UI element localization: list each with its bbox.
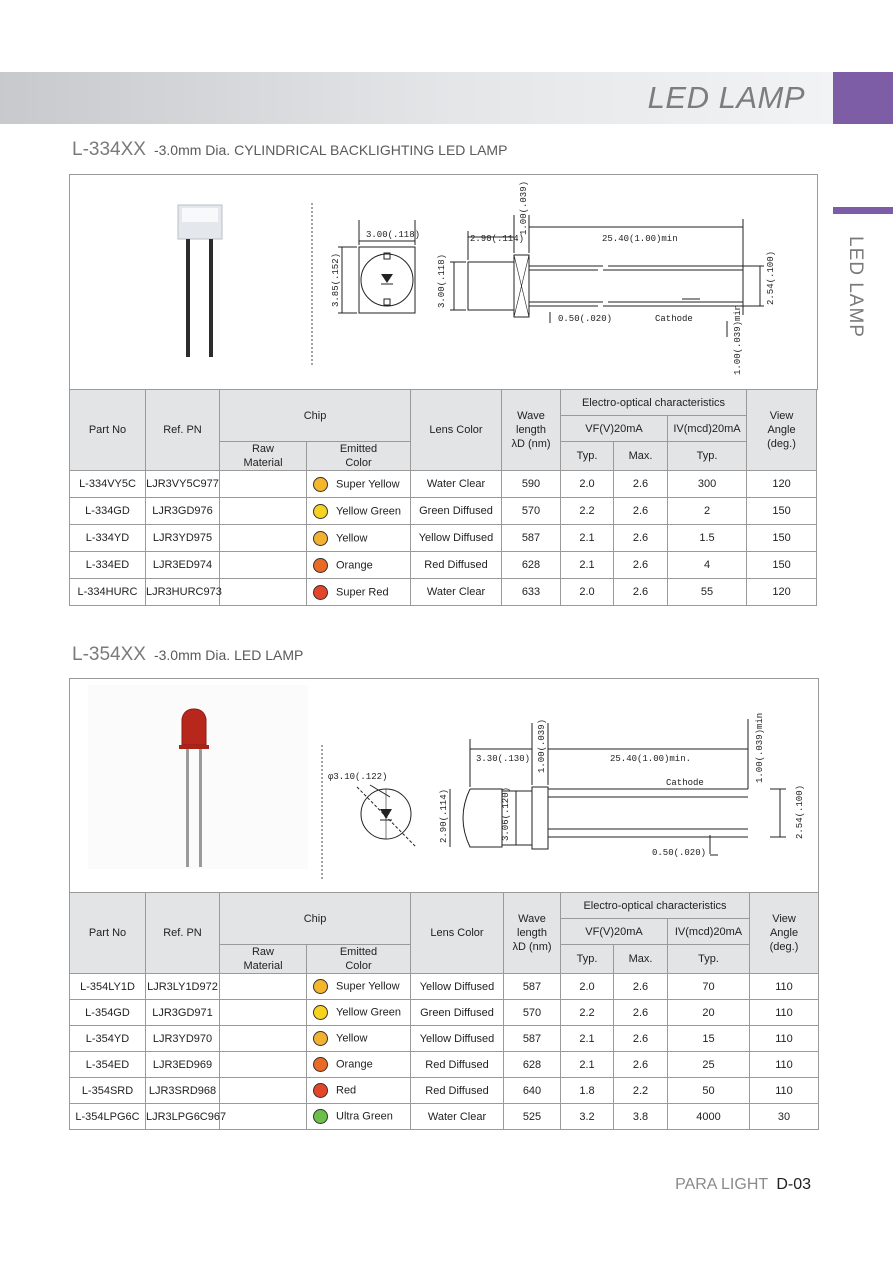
emitted-color-cell <box>307 498 411 525</box>
led-photo-round <box>88 685 308 869</box>
ref-pn-cell: LJR3GD976 <box>146 498 220 525</box>
emitted-color-label: Orange <box>336 1058 373 1071</box>
banner-title: LED LAMP <box>647 80 805 115</box>
dim-lead-length-2: 25.40(1.00)min. <box>610 754 692 764</box>
raw-material-cell <box>220 1078 307 1104</box>
part-no-cell: L-334VY5C <box>70 471 146 498</box>
emitted-color-cell <box>307 552 411 579</box>
th2-part-no: Part No <box>70 893 146 974</box>
lens-color-cell: Yellow Diffused <box>411 525 502 552</box>
front-view <box>331 220 420 313</box>
color-swatch-icon <box>313 531 328 546</box>
emitted-color-label: Yellow Green <box>336 504 402 517</box>
raw-material-cell <box>220 471 307 498</box>
raw-material-cell <box>220 525 307 552</box>
emitted-color-label: Yellow Green <box>336 1006 402 1019</box>
th2-iv: IV(mcd)20mA <box>668 919 750 945</box>
view-angle-cell: 110 <box>750 1026 819 1052</box>
color-swatch-icon <box>313 477 328 492</box>
front-view-round <box>328 772 416 847</box>
th-iv-typ: Typ. <box>668 442 747 471</box>
th-raw-material: Raw Material <box>220 442 307 471</box>
color-swatch-icon <box>313 504 328 519</box>
iv-typ-cell: 2 <box>668 498 747 525</box>
part-no-cell: L-354ED <box>70 1052 146 1078</box>
vf-max-cell: 2.6 <box>614 525 668 552</box>
raw-material-cell <box>220 974 307 1000</box>
th-wave-length: Wave length λD (nm) <box>502 390 561 471</box>
th2-vf: VF(V)20mA <box>561 919 668 945</box>
section1-desc: -3.0mm Dia. CYLINDRICAL BACKLIGHTING LED LAMP <box>153 142 508 158</box>
section1-drawing-svg <box>70 175 817 390</box>
dim-collar: 2.90(.114) <box>470 234 525 244</box>
vf-max-cell: 3.8 <box>614 1104 668 1130</box>
th-typ: Typ. <box>561 442 614 471</box>
th2-wave-length: Wave length λD (nm) <box>504 893 561 974</box>
emitted-color-cell <box>307 1026 411 1052</box>
section2-part: L-354XX <box>72 644 146 665</box>
part-no-cell: L-334GD <box>70 498 146 525</box>
cathode-label: Cathode <box>655 314 693 324</box>
part-no-cell: L-334YD <box>70 525 146 552</box>
header-banner <box>0 72 833 124</box>
table-row <box>70 1104 819 1130</box>
vf-typ-cell: 2.1 <box>561 552 614 579</box>
dim-lead-width-2: 0.50(.020) <box>652 848 707 858</box>
view-angle-cell: 110 <box>750 1052 819 1078</box>
wave-length-cell: 633 <box>502 579 561 606</box>
raw-material-cell <box>220 1052 307 1078</box>
view-angle-cell: 30 <box>750 1104 819 1130</box>
section2-drawing <box>69 678 819 893</box>
wave-length-cell: 570 <box>504 1000 561 1026</box>
emitted-color-cell <box>307 1052 411 1078</box>
th2-chip: Chip <box>220 893 411 945</box>
color-swatch-icon <box>313 558 328 573</box>
ref-pn-cell: LJR3ED974 <box>146 552 220 579</box>
vf-max-cell: 2.6 <box>614 471 668 498</box>
th-chip: Chip <box>220 390 411 442</box>
footer-brand: PARA LIGHT <box>675 1176 768 1193</box>
vf-typ-cell: 2.1 <box>561 1052 614 1078</box>
vf-typ-cell: 2.2 <box>561 498 614 525</box>
section1-spec-table <box>69 389 817 606</box>
vf-typ-cell: 2.0 <box>561 974 614 1000</box>
th2-typ: Typ. <box>561 945 614 974</box>
dim-lead-width: 0.50(.020) <box>558 314 613 324</box>
color-swatch-icon <box>313 1031 328 1046</box>
emitted-color-label: Super Yellow <box>336 477 400 490</box>
table-row <box>70 525 817 552</box>
emitted-color-label: Super Red <box>336 585 389 598</box>
vf-typ-cell: 2.0 <box>561 579 614 606</box>
raw-material-cell <box>220 1000 307 1026</box>
th-iv: IV(mcd)20mA <box>668 416 747 442</box>
iv-typ-cell: 70 <box>668 974 750 1000</box>
dim-height-left: 3.85(.152) <box>331 252 341 307</box>
table-row <box>70 1000 819 1026</box>
color-swatch-icon <box>313 1109 328 1124</box>
raw-material-cell <box>220 1026 307 1052</box>
th2-view-angle: View Angle (deg.) <box>750 893 819 974</box>
color-swatch-icon <box>313 979 328 994</box>
emitted-color-cell <box>307 1104 411 1130</box>
dim-width-top: 3.00(.118) <box>366 230 421 240</box>
iv-typ-cell: 4000 <box>668 1104 750 1130</box>
view-angle-cell: 110 <box>750 1078 819 1104</box>
th-electro: Electro-optical characteristics <box>561 390 747 416</box>
raw-material-cell <box>220 498 307 525</box>
th2-iv-typ: Typ. <box>668 945 750 974</box>
dim-lead-spacing: 2.54(.100) <box>766 250 776 305</box>
dim-min-2: 1.00(.039)min <box>755 712 765 783</box>
table-row <box>70 579 817 606</box>
section1-title <box>72 139 507 161</box>
emitted-color-label: Super Yellow <box>336 980 400 993</box>
table-row <box>70 471 817 498</box>
table-row <box>70 552 817 579</box>
vf-max-cell: 2.6 <box>614 498 668 525</box>
th-emitted-color: Emitted Color <box>307 442 411 471</box>
iv-typ-cell: 50 <box>668 1078 750 1104</box>
view-angle-cell: 150 <box>747 525 817 552</box>
vf-max-cell: 2.6 <box>614 552 668 579</box>
section2-drawing-svg <box>70 679 818 893</box>
iv-typ-cell: 20 <box>668 1000 750 1026</box>
wave-length-cell: 587 <box>504 1026 561 1052</box>
part-no-cell: L-354LY1D <box>70 974 146 1000</box>
dim-lead-spacing-2: 2.54(.100) <box>795 784 805 839</box>
emitted-color-cell <box>307 525 411 552</box>
color-swatch-icon <box>313 1083 328 1098</box>
vf-max-cell: 2.2 <box>614 1078 668 1104</box>
dim-flange-2: 1.00(.039) <box>537 718 547 773</box>
emitted-color-label: Orange <box>336 558 373 571</box>
iv-typ-cell: 15 <box>668 1026 750 1052</box>
vf-max-cell: 2.6 <box>614 579 668 606</box>
color-swatch-icon <box>313 1057 328 1072</box>
section2-spec-table <box>69 892 819 1130</box>
th-max: Max. <box>614 442 668 471</box>
th2-max: Max. <box>614 945 668 974</box>
raw-material-cell <box>220 579 307 606</box>
ref-pn-cell: LJR3LY1D972 <box>146 974 220 1000</box>
wave-length-cell: 628 <box>504 1052 561 1078</box>
banner-accent-block <box>833 72 893 124</box>
iv-typ-cell: 55 <box>668 579 747 606</box>
emitted-color-cell <box>307 471 411 498</box>
lens-color-cell: Water Clear <box>411 1104 504 1130</box>
iv-typ-cell: 25 <box>668 1052 750 1078</box>
dim-collar-2: 3.30(.130) <box>476 754 531 764</box>
section2-desc: -3.0mm Dia. LED LAMP <box>153 647 304 663</box>
part-no-cell: L-334HURC <box>70 579 146 606</box>
vf-typ-cell: 2.1 <box>561 1026 614 1052</box>
th2-lens-color: Lens Color <box>411 893 504 974</box>
side-view <box>437 181 776 375</box>
footer-page-number: D-03 <box>776 1176 811 1193</box>
side-view-round <box>439 713 805 858</box>
emitted-color-label: Yellow <box>336 1032 368 1045</box>
iv-typ-cell: 1.5 <box>668 525 747 552</box>
th-ref-pn: Ref. PN <box>146 390 220 471</box>
wave-length-cell: 587 <box>502 525 561 552</box>
dim-lead-length: 25.40(1.00)min <box>602 234 678 244</box>
emitted-color-cell <box>307 1000 411 1026</box>
th2-ref-pn: Ref. PN <box>146 893 220 974</box>
section2-title <box>72 644 303 666</box>
vf-typ-cell: 3.2 <box>561 1104 614 1130</box>
th-lens-color: Lens Color <box>411 390 502 471</box>
wave-length-cell: 587 <box>504 974 561 1000</box>
vf-typ-cell: 2.1 <box>561 525 614 552</box>
ref-pn-cell: LJR3ED969 <box>146 1052 220 1078</box>
th-part-no: Part No <box>70 390 146 471</box>
wave-length-cell: 570 <box>502 498 561 525</box>
emitted-color-label: Yellow <box>336 531 368 544</box>
view-angle-cell: 110 <box>750 974 819 1000</box>
iv-typ-cell: 300 <box>668 471 747 498</box>
ref-pn-cell: LJR3VY5C977 <box>146 471 220 498</box>
th-view-angle: View Angle (deg.) <box>747 390 817 471</box>
view-angle-cell: 110 <box>750 1000 819 1026</box>
lens-color-cell: Yellow Diffused <box>411 1026 504 1052</box>
emitted-color-cell <box>307 1078 411 1104</box>
side-label: LED LAMP <box>845 236 866 338</box>
dim-body-height: 3.00(.118) <box>437 253 447 308</box>
raw-material-cell <box>220 552 307 579</box>
lens-color-cell: Water Clear <box>411 471 502 498</box>
dim-body-2: 2.90(.114) <box>439 788 449 843</box>
wave-length-cell: 525 <box>504 1104 561 1130</box>
emitted-color-cell <box>307 974 411 1000</box>
vf-max-cell: 2.6 <box>614 1052 668 1078</box>
table-row <box>70 1052 819 1078</box>
emitted-color-label: Red <box>336 1084 357 1097</box>
view-angle-cell: 150 <box>747 552 817 579</box>
ref-pn-cell: LJR3GD971 <box>146 1000 220 1026</box>
lens-color-cell: Green Diffused <box>411 498 502 525</box>
footer <box>675 1176 811 1194</box>
th2-emitted-color: Emitted Color <box>307 945 411 974</box>
vf-typ-cell: 2.2 <box>561 1000 614 1026</box>
view-angle-cell: 120 <box>747 471 817 498</box>
part-no-cell: L-354SRD <box>70 1078 146 1104</box>
cathode-label-2: Cathode <box>666 778 704 788</box>
th-vf: VF(V)20mA <box>561 416 668 442</box>
table-row <box>70 1026 819 1052</box>
side-accent-bar <box>833 207 893 214</box>
lens-color-cell: Red Diffused <box>411 1078 504 1104</box>
ref-pn-cell: LJR3HURC973 <box>146 579 220 606</box>
iv-typ-cell: 4 <box>668 552 747 579</box>
emitted-color-cell <box>307 579 411 606</box>
table-row <box>70 974 819 1000</box>
lens-color-cell: Yellow Diffused <box>411 974 504 1000</box>
view-angle-cell: 120 <box>747 579 817 606</box>
emitted-color-label: Ultra Green <box>336 1110 393 1123</box>
table-row <box>70 498 817 525</box>
dim-flange: 1.00(.039) <box>519 180 529 235</box>
color-swatch-icon <box>313 1005 328 1020</box>
vf-max-cell: 2.6 <box>614 1026 668 1052</box>
lens-color-cell: Green Diffused <box>411 1000 504 1026</box>
wave-length-cell: 640 <box>504 1078 561 1104</box>
vf-typ-cell: 2.0 <box>561 471 614 498</box>
wave-length-cell: 628 <box>502 552 561 579</box>
vf-max-cell: 2.6 <box>614 974 668 1000</box>
th2-electro: Electro-optical characteristics <box>561 893 750 919</box>
led-photo-cylindrical <box>178 205 222 357</box>
table-row <box>70 1078 819 1104</box>
part-no-cell: L-354GD <box>70 1000 146 1026</box>
vf-typ-cell: 1.8 <box>561 1078 614 1104</box>
part-no-cell: L-334ED <box>70 552 146 579</box>
lens-color-cell: Red Diffused <box>411 1052 504 1078</box>
color-swatch-icon <box>313 585 328 600</box>
dim-diameter: φ3.10(.122) <box>328 772 388 782</box>
ref-pn-cell: LJR3SRD968 <box>146 1078 220 1104</box>
lens-color-cell: Water Clear <box>411 579 502 606</box>
lens-color-cell: Red Diffused <box>411 552 502 579</box>
ref-pn-cell: LJR3YD970 <box>146 1026 220 1052</box>
section1-part: L-334XX <box>72 139 146 160</box>
part-no-cell: L-354YD <box>70 1026 146 1052</box>
vf-max-cell: 2.6 <box>614 1000 668 1026</box>
part-no-cell: L-354LPG6C <box>70 1104 146 1130</box>
dim-flange-h-2: 3.06(.120) <box>501 786 511 841</box>
raw-material-cell <box>220 1104 307 1130</box>
ref-pn-cell: LJR3YD975 <box>146 525 220 552</box>
dim-min: 1.00(.039)min <box>733 304 743 375</box>
ref-pn-cell: LJR3LPG6C967 <box>146 1104 220 1130</box>
wave-length-cell: 590 <box>502 471 561 498</box>
view-angle-cell: 150 <box>747 498 817 525</box>
section1-drawing <box>69 174 818 390</box>
th2-raw-material: Raw Material <box>220 945 307 974</box>
